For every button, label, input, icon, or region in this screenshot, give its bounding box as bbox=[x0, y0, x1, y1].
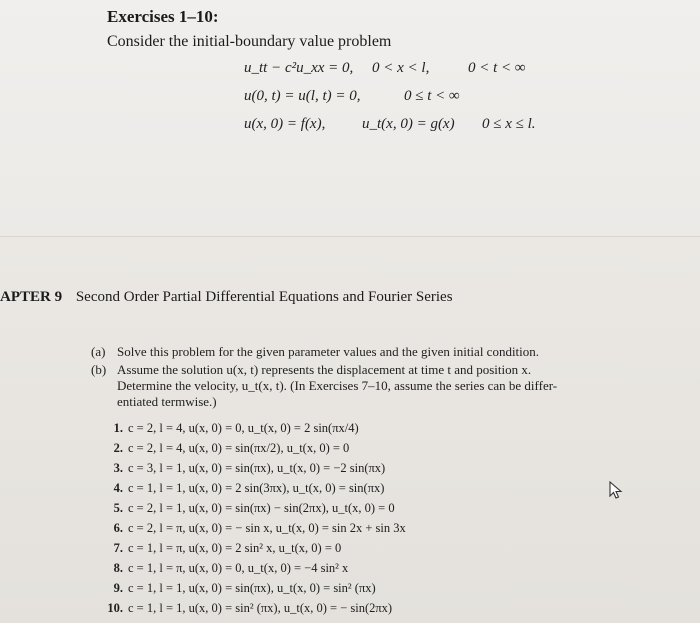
exercise-item: 2. c = 2, l = 4, u(x, 0) = sin(πx/2), u_t(x, 0) = 0 bbox=[113, 441, 350, 455]
initial-displacement: u(x, 0) = f(x), bbox=[244, 116, 326, 132]
exercise-item: 5. c = 2, l = 1, u(x, 0) = sin(πx) − sin(2πx), u_t(x, 0) = 0 bbox=[113, 501, 395, 515]
instruction-b-line3: entiated termwise.) bbox=[117, 394, 217, 409]
initial-condition-range: 0 ≤ x ≤ l. bbox=[482, 116, 536, 132]
instruction-a bbox=[91, 344, 539, 359]
instruction-b-line2: Determine the velocity, u_t(x, t). (In Exercises 7–10, assume the series can be differ- bbox=[117, 378, 558, 393]
upper-page bbox=[0, 0, 700, 237]
wave-equation-t-range: 0 < t < ∞ bbox=[468, 60, 526, 76]
chapter-header bbox=[0, 289, 453, 306]
exercise-item: 6. c = 2, l = π, u(x, 0) = − sin x, u_t(x, 0) = sin 2x + sin 3x bbox=[113, 521, 406, 535]
mouse-pointer-icon bbox=[609, 481, 623, 499]
exercise-item: 7. c = 1, l = π, u(x, 0) = 2 sin² x, u_t(x, 0) = 0 bbox=[113, 541, 342, 555]
instruction-b-line1: Assume the solution u(x, t) represents the displacement at time t and position x. bbox=[117, 362, 532, 377]
exercise-item: 8. c = 1, l = π, u(x, 0) = 0, u_t(x, 0) = −4 sin² x bbox=[113, 561, 349, 575]
exercise-item: 4. c = 1, l = 1, u(x, 0) = 2 sin(3πx), u_t(x, 0) = sin(πx) bbox=[113, 481, 385, 495]
wave-equation: u_tt − c²u_xx = 0, bbox=[244, 60, 354, 76]
exercise-item: 10. c = 1, l = 1, u(x, 0) = sin² (πx), u_t(x, 0) = − sin(2πx) bbox=[107, 601, 393, 615]
wave-equation-x-range: 0 < x < l, bbox=[372, 60, 430, 76]
chapter-title: Second Order Partial Differential Equations and Fourier Series bbox=[75, 289, 453, 305]
exercise-item: 1. c = 2, l = 4, u(x, 0) = 0, u_t(x, 0) = 2 sin(πx/4) bbox=[113, 421, 359, 435]
chapter-number: APTER 9 bbox=[0, 289, 63, 305]
boundary-condition-range: 0 ≤ t < ∞ bbox=[404, 88, 460, 104]
exercise-item: 3. c = 3, l = 1, u(x, 0) = sin(πx), u_t(x, 0) = −2 sin(πx) bbox=[113, 461, 386, 475]
instruction-b-label: (b) bbox=[91, 362, 107, 377]
initial-velocity: u_t(x, 0) = g(x) bbox=[362, 116, 455, 132]
instruction-b bbox=[91, 362, 531, 377]
instruction-a-label: (a) bbox=[91, 344, 106, 359]
boundary-condition: u(0, t) = u(l, t) = 0, bbox=[244, 88, 361, 104]
lower-page bbox=[0, 237, 700, 623]
exercise-item: 9. c = 1, l = 1, u(x, 0) = sin(πx), u_t(x, 0) = sin² (πx) bbox=[113, 581, 376, 595]
intro-text: Consider the initial-boundary value problem bbox=[107, 33, 392, 50]
exercises-heading: Exercises 1–10: bbox=[107, 7, 219, 26]
instruction-a-text: Solve this problem for the given parameter values and the given initial condition. bbox=[117, 344, 540, 359]
